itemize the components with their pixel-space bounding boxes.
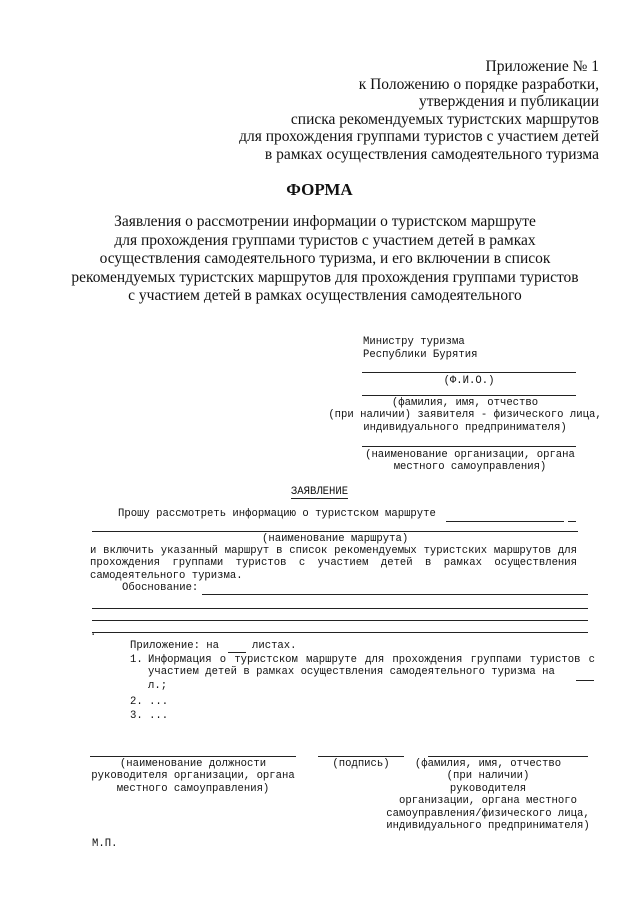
appendix-line: для прохождения группами туристов с участием детей bbox=[239, 128, 599, 146]
form-title-line: Заявления о рассмотрении информации о туристском маршруте bbox=[114, 213, 536, 230]
fio-line bbox=[362, 372, 576, 373]
attachment-item1-end: л.; bbox=[148, 680, 168, 692]
organization-caption bbox=[355, 449, 585, 474]
position-caption-line: (наименование должности bbox=[119, 758, 267, 770]
attachment-item1-text: Информация о туристском маршруте для прохождения группами туристов с участием детей в рамках осуществления самодеятельного туризма на bbox=[148, 654, 595, 679]
appendix-line: в рамках осуществления самодеятельного туризма bbox=[264, 145, 599, 163]
route-name-line-tail bbox=[568, 521, 576, 522]
name-caption-line: самоуправления/физического лица, bbox=[386, 807, 590, 820]
appendix-reference bbox=[239, 58, 599, 164]
name-caption bbox=[365, 758, 611, 832]
form-title-line: осуществления самодеятельного туризма, и его включении в список bbox=[99, 250, 551, 268]
name-caption-line: (при наличии) bbox=[446, 770, 530, 783]
attachment-item3: 3. ... bbox=[130, 710, 169, 722]
addressee-to-line1: Министру туризма bbox=[363, 336, 465, 348]
applicant-caption-line: индивидуального предпринимателя) bbox=[363, 421, 567, 434]
position-caption-line: руководителя организации, органа bbox=[91, 770, 295, 783]
applicant-caption-line: (при наличии) заявителя - физического лица, bbox=[328, 409, 602, 422]
attachment-prefix: Приложение: на bbox=[130, 640, 220, 652]
form-title bbox=[40, 213, 610, 306]
justification-line[interactable] bbox=[92, 632, 588, 633]
route-caption: (наименование маршрута) bbox=[262, 533, 409, 545]
applicant-caption-line: (фамилия, имя, отчество bbox=[391, 397, 539, 409]
fio-caption: (Ф.И.О.) bbox=[443, 375, 495, 387]
application-heading-text: ЗАЯВЛЕНИЕ bbox=[290, 486, 349, 498]
justification-label: Обоснование: bbox=[122, 582, 199, 594]
applicant-caption bbox=[320, 397, 610, 434]
addressee-to-line2: Республики Бурятия bbox=[363, 349, 478, 361]
application-heading bbox=[0, 486, 639, 498]
form-heading: ФОРМА bbox=[286, 180, 353, 199]
justification-line[interactable] bbox=[92, 608, 588, 609]
position-caption bbox=[78, 758, 308, 795]
form-title-line: для прохождения группами туристов с участием детей в рамках bbox=[114, 231, 536, 249]
form-title-line: с участием детей в рамках осуществления самодеятельного bbox=[128, 287, 522, 305]
attachment-suffix: листах. bbox=[252, 640, 297, 652]
name-caption-line: организации, органа местного bbox=[398, 795, 577, 808]
route-name-line-end[interactable] bbox=[446, 521, 564, 522]
item1-sheets-line[interactable] bbox=[576, 680, 594, 681]
appendix-line: списка рекомендуемых туристских маршрутов bbox=[290, 110, 599, 128]
appendix-line: утверждения и публикации bbox=[418, 93, 599, 111]
signature-line[interactable] bbox=[318, 756, 404, 757]
organization-caption-line: (наименование организации, органа bbox=[365, 449, 575, 461]
organization-caption-line: местного самоуправления) bbox=[393, 461, 547, 474]
position-line[interactable] bbox=[90, 756, 296, 757]
applicant-line bbox=[362, 395, 576, 396]
justification-line[interactable] bbox=[92, 620, 588, 621]
stamp-label: М.П. bbox=[92, 838, 118, 850]
form-title-line: рекомендуемых туристских маршрутов для прохождения группами туристов bbox=[71, 268, 579, 286]
signature-caption: (подпись) bbox=[332, 758, 390, 770]
appendix-line: Приложение № 1 bbox=[485, 58, 599, 75]
justification-line[interactable] bbox=[202, 594, 588, 595]
name-caption-line: руководителя bbox=[449, 782, 527, 795]
name-line[interactable] bbox=[428, 756, 588, 757]
position-caption-line: местного самоуправления) bbox=[116, 782, 270, 795]
route-name-line[interactable] bbox=[92, 531, 578, 532]
include-text: и включить указанный маршрут в список рекомендуемых туристских маршрутов для прохождения группами туристов с участием детей в рамках осуществления самодеятельного туризма. bbox=[90, 545, 577, 582]
justification-dot: . bbox=[90, 627, 97, 639]
sheets-count-line[interactable] bbox=[228, 652, 246, 653]
attachment-item2: 2. ... bbox=[130, 696, 169, 708]
name-caption-line: (фамилия, имя, отчество bbox=[414, 758, 562, 770]
appendix-line: к Положению о порядке разработки, bbox=[358, 75, 599, 93]
request-text: Прошу рассмотреть информацию о туристском маршруте bbox=[118, 508, 436, 520]
organization-line bbox=[362, 446, 576, 447]
name-caption-line: индивидуального предпринимателя) bbox=[386, 820, 590, 833]
attachment-item1-number: 1. bbox=[130, 654, 143, 666]
